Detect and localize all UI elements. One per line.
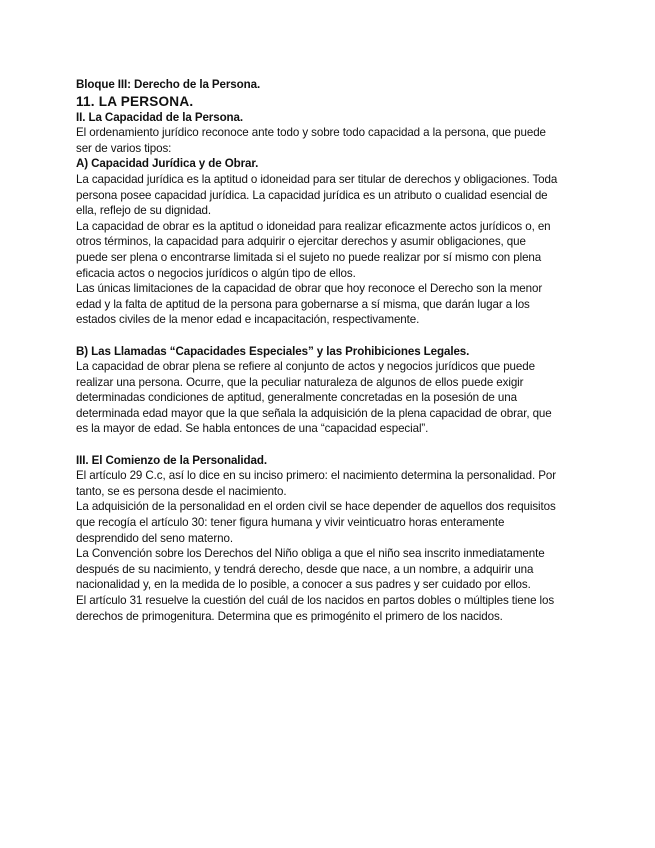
text-line: después de su nacimiento, y tendrá derecho, desde que nace, a un nombre, a adquirir una xyxy=(76,562,534,576)
paragraph xyxy=(76,546,576,593)
spacer xyxy=(76,437,576,453)
paragraph xyxy=(76,359,576,437)
text-line: nacionalidad y, en la medida de lo posible, a conocer a sus padres y ser cuidado por ellos. xyxy=(76,578,531,592)
text-line: determinadas condiciones de aptitud, generalmente concretadas en la posesión de una xyxy=(76,391,517,405)
paragraph xyxy=(76,468,576,499)
paragraph xyxy=(76,281,576,328)
block-title: Bloque III: Derecho de la Persona. xyxy=(76,78,261,91)
spacer xyxy=(76,328,576,344)
text-line: es la mayor de edad. Se habla entonces de una “capacidad especial”. xyxy=(76,422,429,436)
section-title: II. La Capacidad de la Persona. xyxy=(76,110,244,124)
text-line: El artículo 31 resuelve la cuestión del cuál de los nacidos en partos dobles o múltiples tiene los xyxy=(76,594,555,607)
paragraph xyxy=(76,499,576,546)
paragraph xyxy=(76,172,576,219)
main-title: 11. LA PERSONA. xyxy=(76,93,194,109)
text-line: El ordenamiento jurídico reconoce ante todo y sobre todo capacidad a la persona, que puede xyxy=(76,126,546,140)
text-line: La adquisición de la personalidad en el orden civil se hace depender de aquellos dos requisitos xyxy=(76,500,556,514)
subsection-title: B) Las Llamadas “Capacidades Especiales” y las Prohibiciones Legales. xyxy=(76,344,470,358)
text-line: determinada edad mayor que la que señala la adquisición de la plena capacidad de obrar, que xyxy=(76,406,552,420)
text-line: ella, reflejo de su dignidad. xyxy=(76,204,212,218)
paragraph xyxy=(76,219,576,281)
document-page xyxy=(76,77,576,624)
text-line: estados civiles de la menor edad e incapacitación, respectivamente. xyxy=(76,313,420,327)
paragraph xyxy=(76,125,576,156)
text-line: persona posee capacidad jurídica. La capacidad jurídica es un atributo o cualidad esencial de xyxy=(76,188,548,202)
text-line: La capacidad de obrar es la aptitud o idoneidad para realizar eficazmente actos jurídicos o, en xyxy=(76,219,551,233)
section-title: III. El Comienzo de la Personalidad. xyxy=(76,453,267,467)
paragraph xyxy=(76,593,576,624)
text-line: ser de varios tipos: xyxy=(76,141,172,155)
text-line: El artículo 29 C.c, así lo dice en su inciso primero: el nacimiento determina la personalidad. Por xyxy=(76,469,556,483)
text-line: derechos de primogenitura. Determina que es primogénito el primero de los nacidos. xyxy=(76,609,503,623)
text-line: realizar una persona. Ocurre, que la peculiar naturaleza de algunos de ellos puede exigir xyxy=(76,375,524,389)
text-line: que recogía el artículo 30: tener figura humana y vivir veinticuatro horas enteramente xyxy=(76,516,505,530)
subsection-title: A) Capacidad Jurídica y de Obrar. xyxy=(76,157,259,171)
text-line: eficacia actos o negocios jurídicos o algún tipo de ellos. xyxy=(76,266,356,280)
text-line: otros términos, la capacidad para adquirir o ejercitar derechos y asumir obligaciones, que xyxy=(76,235,526,249)
text-line: La capacidad jurídica es la aptitud o idoneidad para ser titular de derechos y obligaciones. Toda xyxy=(76,172,558,186)
text-line: Las únicas limitaciones de la capacidad de obrar que hoy reconoce el Derecho son la menor xyxy=(76,282,543,296)
text-line: puede ser plena o encontrarse limitada si el sujeto no puede realizar por sí mismo con plena xyxy=(76,250,542,264)
text-line: La Convención sobre los Derechos del Niño obliga a que el niño sea inscrito inmediatamente xyxy=(76,547,545,561)
text-line: edad y la falta de aptitud de la persona para gobernarse a sí misma, que darán lugar a los xyxy=(76,297,530,311)
text-line: tanto, se es persona desde el nacimiento. xyxy=(76,484,287,498)
text-line: desprendido del seno materno. xyxy=(76,531,233,545)
text-line: La capacidad de obrar plena se refiere al conjunto de actos y negocios jurídicos que puede xyxy=(76,360,535,374)
